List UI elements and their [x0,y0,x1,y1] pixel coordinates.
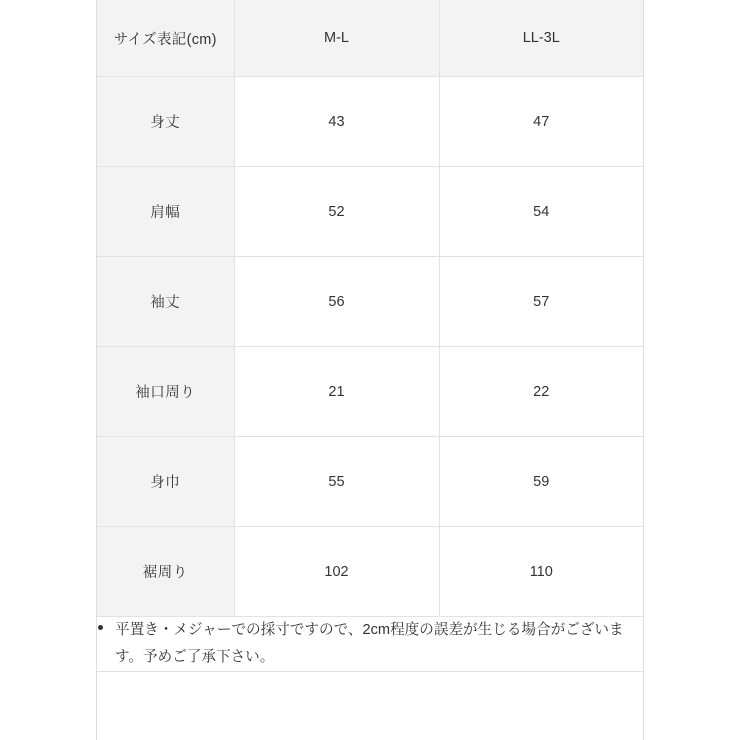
cell-susomawari-ml: 102 [234,527,439,617]
size-table-container [96,0,644,740]
header-row [97,0,643,77]
cell-sodetake-ml: 56 [234,257,439,347]
row-label-sodeguchimawari: 袖口周り [97,347,234,437]
header-cell-size-label: サイズ表記(cm) [97,0,234,77]
cell-sodeguchimawari-ml: 21 [234,347,439,437]
note-row [97,617,643,672]
row-label-mihaba: 身巾 [97,437,234,527]
size-table [97,0,643,672]
cell-sodetake-ll3l: 57 [439,257,643,347]
row-label-susomawari: 裾周り [97,527,234,617]
table-body [97,77,643,672]
list-item [115,617,643,671]
table-row [97,167,643,257]
row-label-sodetake: 袖丈 [97,257,234,347]
header-cell-ll3l: LL-3L [439,0,643,77]
table-row [97,527,643,617]
note-text: 平置き・メジャーでの採寸ですので、2cm程度の誤差が生じる場合がございます。予めご了承下さい。 [115,622,624,665]
cell-minotake-ll3l: 47 [439,77,643,167]
table-row [97,77,643,167]
bullet-icon [98,625,103,630]
header-cell-ml: M-L [234,0,439,77]
table-header [97,0,643,77]
cell-katahaba-ll3l: 54 [439,167,643,257]
cell-minotake-ml: 43 [234,77,439,167]
table-row [97,257,643,347]
cell-katahaba-ml: 52 [234,167,439,257]
row-label-katahaba: 肩幅 [97,167,234,257]
table-row [97,437,643,527]
cell-susomawari-ll3l: 110 [439,527,643,617]
cell-mihaba-ll3l: 59 [439,437,643,527]
row-label-minotake: 身丈 [97,77,234,167]
note-cell [97,617,643,672]
cell-mihaba-ml: 55 [234,437,439,527]
note-list [97,617,643,671]
table-row [97,347,643,437]
cell-sodeguchimawari-ll3l: 22 [439,347,643,437]
